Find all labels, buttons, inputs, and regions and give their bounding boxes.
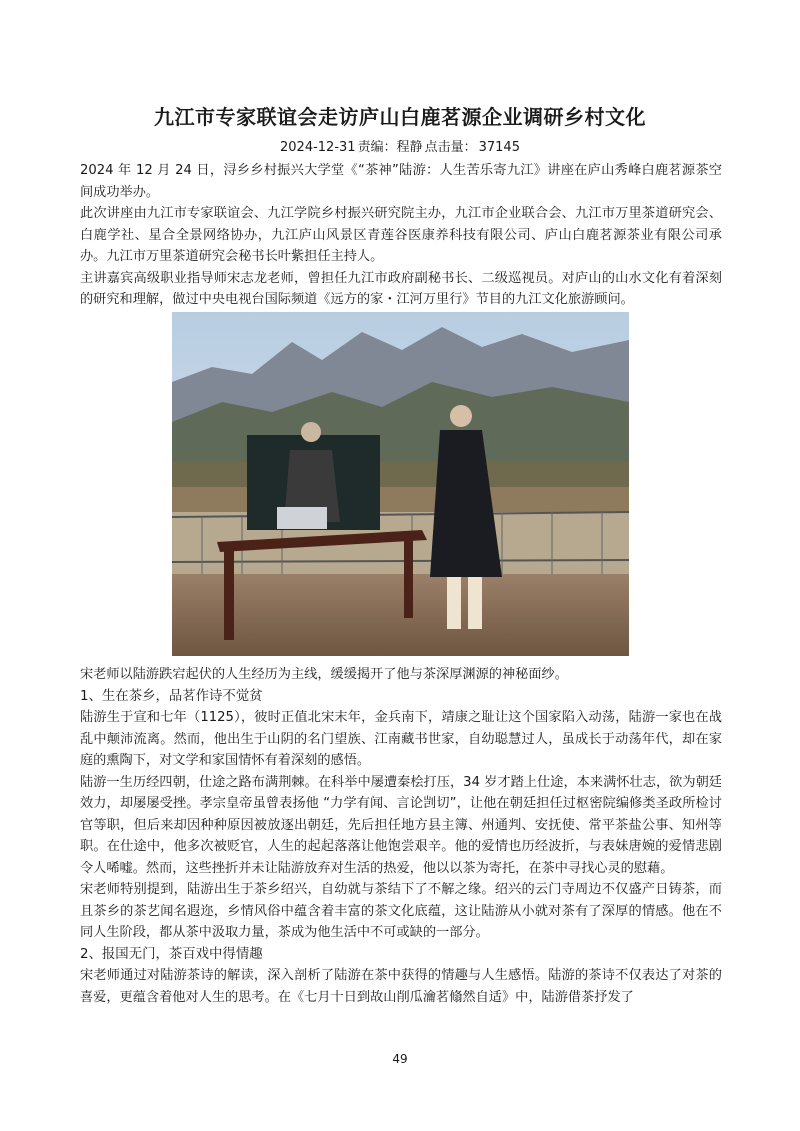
- paragraph: 陆游生于宣和七年（1125），彼时正值北宋末年，金兵南下，靖康之耻让这个国家陷入动荡，陆游一家也在战乱中颠沛流离。然而，他出生于山阴的名门望族、江南藏书世家，自幼聪慧过人，虽成长于动荡年代，却在家庭的熏陶下，对文学和家国情怀有着深刻的感悟。: [80, 710, 722, 768]
- paragraph: 主讲嘉宾高级职业指导师宋志龙老师，曾担任九江市政府副秘书长、二级巡视员。对庐山的山水文化有着深刻的研究和理解，做过中央电视台国际频道《远方的家・江河万里行》节目的九江文化旅游顾问。: [80, 270, 722, 307]
- paragraph: 2024 年 12 月 24 日，浔乡乡村振兴大学堂《“茶神”陆游：人生苦乐寄九江》讲座在庐山秀峰白鹿茗源茶空间成功举办。: [80, 163, 722, 200]
- intro-text: [80, 160, 722, 311]
- hits-label: 点击量：: [424, 140, 477, 155]
- section-heading: 2、报国无门，茶百戏中得情趣: [80, 946, 263, 962]
- body-text: [80, 664, 722, 1008]
- article-title: 九江市专家联谊会走访庐山白鹿茗源企业调研乡村文化: [154, 105, 646, 129]
- paragraph: 宋老师通过对陆游茶诗的解读，深入剖析了陆游在茶中获得的情趣与人生感悟。陆游的茶诗不仅表达了对茶的喜爱，更蕴含着他对人生的思考。在《七月十日到故山削瓜瀹茗翛然自适》中，陆游借茶抒发了: [80, 968, 722, 1005]
- paragraph: 此次讲座由九江市专家联谊会、九江学院乡村振兴研究院主办，九江市企业联合会、九江市万里茶道研究会、白鹿学社、星合全景网络协办，九江庐山风景区青莲谷医康养科技有限公司、庐山白鹿茗源茶业有限公司承办。九江市万里茶道研究会秘书长叶紫担任主持人。: [80, 206, 722, 264]
- hits-count: 37145: [478, 140, 520, 155]
- article-date: 2024-12-31: [280, 140, 356, 155]
- paragraph: 宋老师以陆游跌宕起伏的人生经历为主线，缓缓揭开了他与茶深厚渊源的神秘面纱。: [80, 667, 568, 682]
- section-heading: 1、生在茶乡，品茗作诗不觉贫: [80, 688, 263, 704]
- paragraph: 陆游一生历经四朝，仕途之路布满荆棘。在科举中屡遭秦桧打压，34 岁才踏上仕途，本来满怀壮志，欲为朝廷效力，却屡屡受挫。孝宗皇帝虽曾表扬他 “力学有闻、言论剀切”，让他在朝廷担任过枢密院编修类圣政所检讨官等职，但后来却因种种原因被放逐出朝廷，先后担任地方县主簿、州通判、安抚使、常平茶盐公事、知州等职。在仕途中，他多次被贬官，人生的起起落落让他饱尝艰辛。他的爱情也历经波折，与表妹唐婉的爱情悲剧令人唏嘘。然而，这些挫折并未让陆游放弃对生活的热爱，他以以茶为寄托，在茶中寻找心灵的慰藉。: [80, 774, 722, 876]
- event-photo: [172, 312, 629, 656]
- article-editor: 责编：程静: [357, 140, 423, 155]
- article-meta: [0, 139, 800, 157]
- paragraph: 宋老师特别提到，陆游出生于茶乡绍兴，自幼就与茶结下了不解之缘。绍兴的云门寺周边不仅盛产日铸茶，而且茶乡的茶艺闻名遐迩，乡情风俗中蕴含着丰富的茶文化底蕴，这让陆游从小就对茶有了深厚的情感。他在不同人生阶段，都从茶中汲取力量，茶成为他生活中不可或缺的一部分。: [80, 882, 722, 940]
- page-number: 49: [392, 1052, 408, 1066]
